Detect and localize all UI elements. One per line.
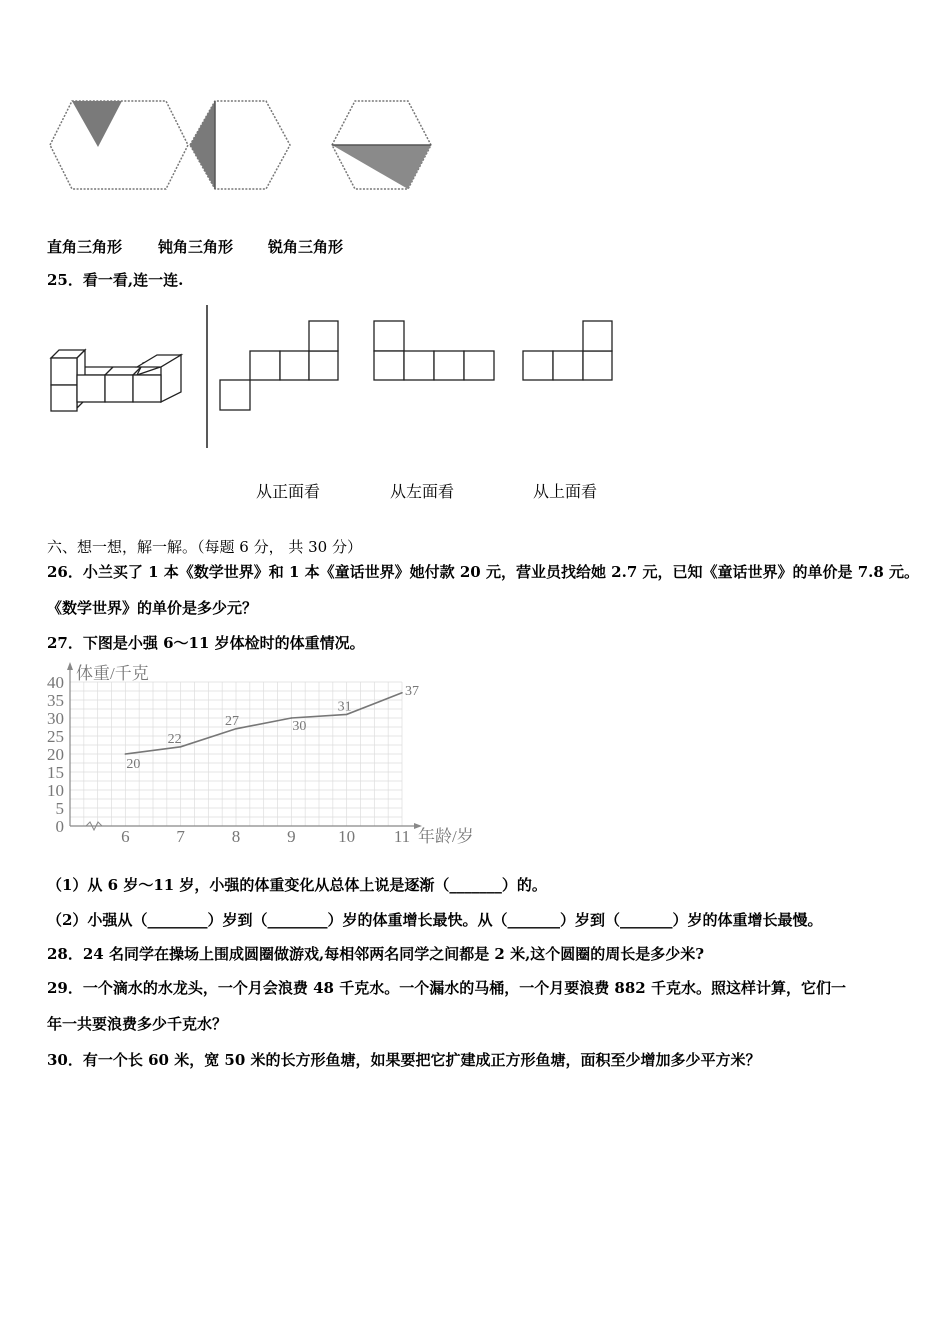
- caption-right-triangle: 直角三角形: [47, 238, 123, 256]
- section-6-header: 六、想一想，解一解。（每题 6 分， 共 30 分）: [47, 538, 362, 556]
- question-27-sub1: （1）从 6 岁～11 岁，小强的体重变化从总体上说是逐渐（_______）的。: [47, 876, 547, 894]
- x-tick-label: 11: [393, 827, 411, 846]
- question-28: 28．24 名同学在操场上围成圆圈做游戏,每相邻两名同学之间都是 2 米,这个圆圈的周长是多少米?: [47, 945, 705, 963]
- y-tick-label: 15: [47, 763, 64, 782]
- data-point: [401, 692, 403, 694]
- y-tick-label: 40: [47, 673, 64, 692]
- hexagon-acute-triangle: [332, 101, 431, 189]
- hexagon-right-triangle: [50, 101, 188, 189]
- chart-data-labels: [126, 684, 419, 772]
- data-label: 20: [126, 757, 141, 772]
- y-tick-label: 25: [47, 727, 64, 746]
- y-axis-arrow: [67, 662, 73, 670]
- cube-solid-figure: [51, 350, 181, 411]
- y-tick-label: 0: [55, 817, 64, 836]
- chart-axes: [67, 662, 422, 830]
- question-29-line2: 年一共要浪费多少千克水？: [47, 1015, 228, 1033]
- chart-ylabel: 体重/千克: [76, 664, 149, 683]
- chart-xlabel: 年龄/岁: [418, 827, 474, 846]
- data-label: 31: [337, 699, 352, 715]
- question-27-sub2: （2）小强从（________）岁到（________）岁的体重增长最快。从（_______）岁到（_______）岁的体重增长最慢。: [47, 911, 823, 929]
- question-29-line1: 29．一个滴水的水龙头，一个月会浪费 48 千克水。一个漏水的马桶，一个月要浪费 882 千克水。照这样计算，它们一: [47, 979, 846, 997]
- hexagon-figures: [40, 95, 440, 200]
- weight-line-chart: [40, 660, 490, 850]
- y-tick-label: 10: [47, 781, 64, 800]
- caption-acute-triangle: 锐角三角形: [268, 238, 344, 256]
- chart-tick-labels: [47, 673, 410, 846]
- y-tick-label: 5: [55, 799, 64, 818]
- question-25-title: 25．看一看,连一连.: [47, 271, 184, 289]
- x-tick-label: 8: [231, 827, 241, 846]
- x-tick-label: 9: [287, 827, 296, 846]
- data-point: [125, 753, 127, 755]
- data-label: 37: [405, 683, 419, 699]
- x-tick-label: 6: [121, 827, 130, 846]
- x-tick-label: 10: [338, 827, 356, 846]
- q25-figures: [45, 300, 625, 460]
- data-label: 22: [167, 731, 182, 747]
- view-shape-2: [374, 321, 494, 380]
- label-top-view: 从上面看: [533, 482, 598, 501]
- chart-grid: [70, 682, 402, 826]
- caption-obtuse-triangle: 钝角三角形: [158, 238, 234, 256]
- label-front-view: 从正面看: [256, 482, 321, 501]
- question-26-line1: 26．小兰买了 1 本《数学世界》和 1 本《童话世界》她付款 20 元，营业员找给她 2.7 元，已知《童话世界》的单价是 7.8 元。: [47, 563, 920, 581]
- y-tick-label: 30: [47, 709, 64, 728]
- question-26-line2: 《数学世界》的单价是多少元？: [47, 599, 258, 617]
- y-tick-label: 35: [47, 691, 64, 710]
- view-shape-3: [523, 321, 612, 380]
- data-label: 30: [292, 719, 307, 734]
- view-shape-1: [220, 321, 338, 410]
- hexagon-obtuse-triangle: [190, 101, 290, 189]
- x-tick-label: 7: [176, 827, 185, 846]
- y-tick-label: 20: [47, 745, 64, 764]
- question-30: 30．有一个长 60 米，宽 50 米的长方形鱼塘，如果要把它扩建成正方形鱼塘，面积至少增加多少平方米？: [47, 1051, 761, 1069]
- question-27-title: 27．下图是小强 6～11 岁体检时的体重情况。: [47, 634, 365, 652]
- label-left-view: 从左面看: [390, 482, 455, 501]
- data-label: 27: [225, 713, 239, 729]
